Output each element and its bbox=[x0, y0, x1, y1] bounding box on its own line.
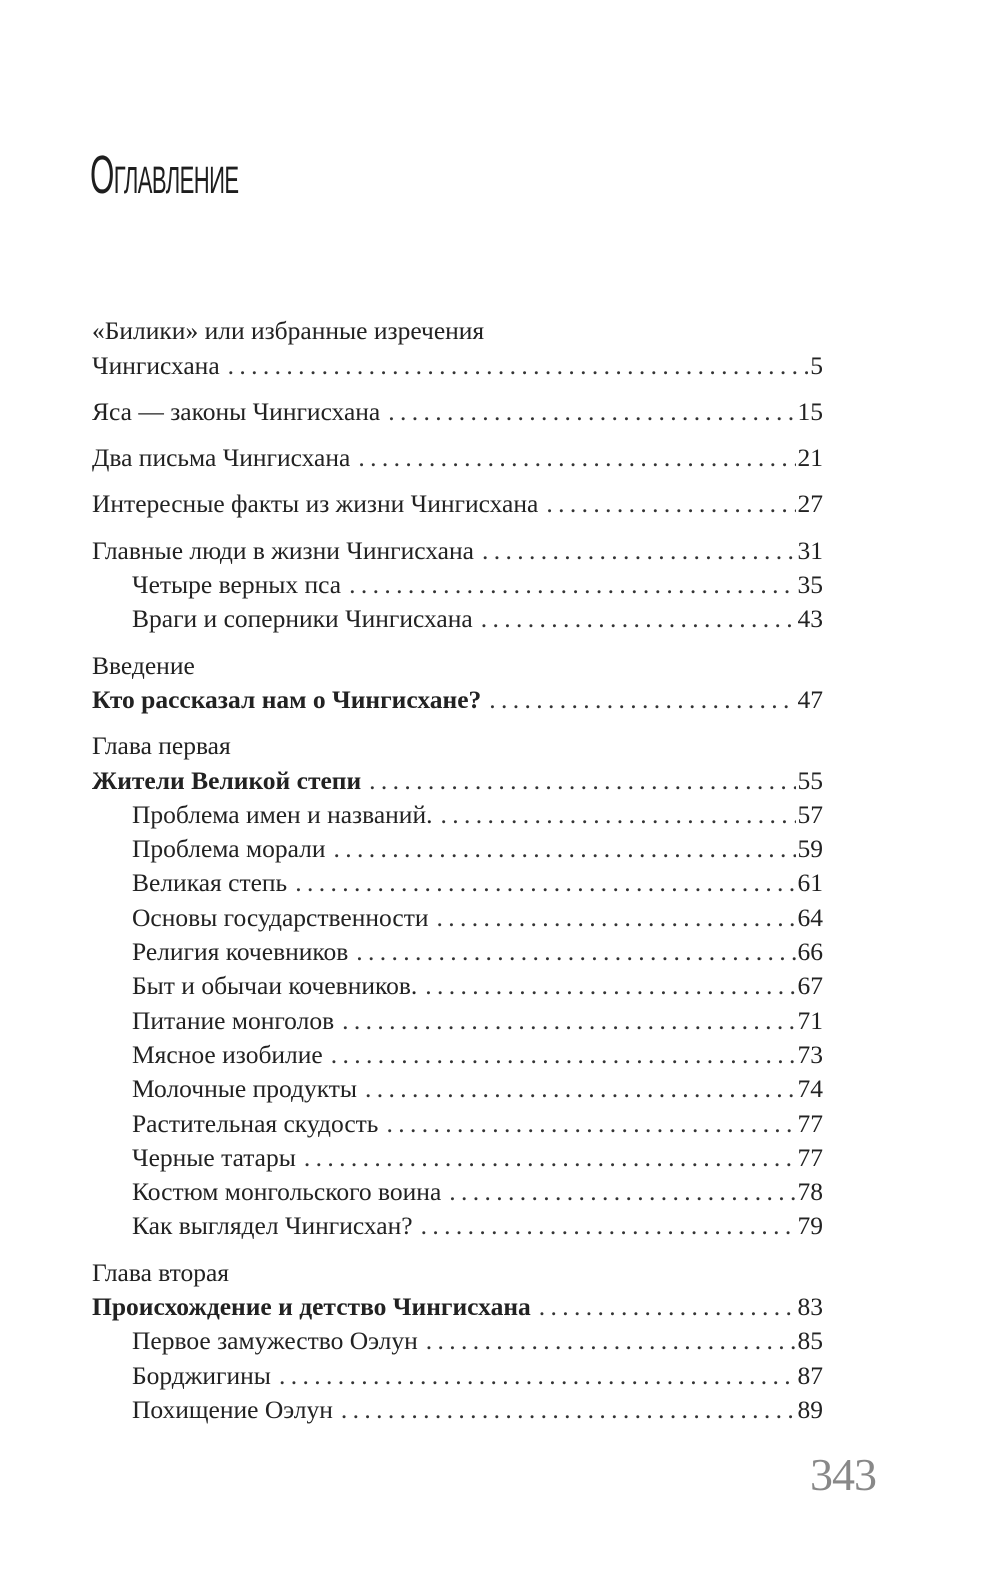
entry-page-number: 87 bbox=[797, 1360, 823, 1390]
toc-subentry[interactable] bbox=[92, 1106, 823, 1140]
dot-leader bbox=[437, 901, 796, 935]
entry-page-number: 67 bbox=[797, 971, 823, 1001]
dot-leader bbox=[539, 1290, 796, 1324]
entry-page-number: 66 bbox=[797, 937, 823, 967]
entry-title: Мясное изобилие bbox=[132, 1039, 323, 1069]
entry-page-number: 61 bbox=[797, 868, 823, 898]
chapter-title-entry[interactable] bbox=[92, 683, 823, 717]
entry-page-number: 21 bbox=[797, 443, 823, 473]
entry-page-number: 77 bbox=[797, 1108, 823, 1138]
entry-page-number: 27 bbox=[797, 489, 823, 519]
toc-group bbox=[92, 395, 823, 429]
entry-title: Главные люди в жизни Чингисхана bbox=[92, 535, 474, 565]
entry-title: Черные татары bbox=[132, 1142, 296, 1172]
toc-group bbox=[92, 729, 823, 1243]
dot-leader bbox=[546, 487, 795, 521]
toc-subentry[interactable] bbox=[92, 568, 823, 602]
entry-title: Проблема имен и названий. bbox=[132, 799, 433, 829]
entry-page-number: 83 bbox=[797, 1292, 823, 1322]
entry-title: Основы государственности bbox=[132, 902, 429, 932]
entry-title: Кто рассказал нам о Чингисхане? bbox=[92, 684, 482, 714]
entry-title: Два письма Чингисхана bbox=[92, 443, 351, 473]
entry-title: Как выглядел Чингисхан? bbox=[132, 1211, 413, 1241]
entry-page-number: 74 bbox=[797, 1074, 823, 1104]
dot-leader bbox=[386, 1107, 795, 1141]
chapter-label: Глава первая bbox=[92, 731, 231, 761]
chapter-title-entry[interactable] bbox=[92, 1290, 823, 1324]
entry-page-number: 77 bbox=[797, 1142, 823, 1172]
dot-leader bbox=[356, 935, 795, 969]
toc-group bbox=[92, 1255, 823, 1426]
dot-leader bbox=[331, 1038, 796, 1072]
entry-title: Великая степь bbox=[132, 868, 288, 898]
dot-leader bbox=[279, 1359, 796, 1393]
entry-title: Растительная скудость bbox=[132, 1108, 379, 1138]
entry-title: Враги и соперники Чингисхана bbox=[132, 604, 473, 634]
page-number: 343 bbox=[810, 1449, 876, 1500]
dot-leader bbox=[489, 683, 795, 717]
toc-entry[interactable] bbox=[92, 487, 823, 521]
entry-title: Проблема морали bbox=[132, 834, 326, 864]
table-of-contents bbox=[92, 314, 823, 1439]
entry-title: Борджигины bbox=[132, 1360, 271, 1390]
toc-subentry[interactable] bbox=[92, 1358, 823, 1392]
entry-page-number: 35 bbox=[797, 570, 823, 600]
entry-title: Чингисхана bbox=[92, 350, 220, 380]
toc-subentry[interactable] bbox=[92, 1038, 823, 1072]
entry-page-number: 78 bbox=[797, 1177, 823, 1207]
toc-subentry[interactable] bbox=[92, 602, 823, 636]
dot-leader bbox=[365, 1072, 795, 1106]
toc-subentry[interactable] bbox=[92, 866, 823, 900]
toc-entry[interactable] bbox=[92, 441, 823, 475]
entry-page-number: 43 bbox=[797, 604, 823, 634]
toc-entry[interactable] bbox=[92, 395, 823, 429]
dot-leader bbox=[481, 602, 796, 636]
entry-page-number: 79 bbox=[797, 1211, 823, 1241]
entry-title: Быт и обычаи кочевников. bbox=[132, 971, 418, 1001]
entry-page-number: 5 bbox=[810, 350, 823, 380]
dot-leader bbox=[228, 349, 809, 383]
toc-group bbox=[92, 314, 823, 383]
dot-leader bbox=[295, 866, 795, 900]
dot-leader bbox=[482, 534, 796, 568]
dot-leader bbox=[369, 764, 795, 798]
entry-title: «Билики» или избранные изречения bbox=[92, 316, 485, 346]
entry-title: Питание монголов bbox=[132, 1005, 335, 1035]
entry-title: Жители Великой степи bbox=[92, 765, 362, 795]
entry-title: Четыре верных пса bbox=[132, 570, 342, 600]
entry-page-number: 55 bbox=[797, 765, 823, 795]
entry-title: Религия кочевников bbox=[132, 937, 349, 967]
toc-entry[interactable] bbox=[92, 348, 823, 382]
toc-group bbox=[92, 487, 823, 521]
dot-leader bbox=[426, 1324, 796, 1358]
toc-subentry[interactable] bbox=[92, 1003, 823, 1037]
chapter-label: Введение bbox=[92, 650, 195, 680]
toc-subentry[interactable] bbox=[92, 1072, 823, 1106]
dot-leader bbox=[388, 395, 795, 429]
entry-title: Яса — законы Чингисхана bbox=[92, 396, 381, 426]
entry-page-number: 31 bbox=[797, 535, 823, 565]
dot-leader bbox=[341, 1393, 796, 1427]
toc-subentry[interactable] bbox=[92, 935, 823, 969]
toc-subentry[interactable] bbox=[92, 1141, 823, 1175]
chapter-title-entry[interactable] bbox=[92, 763, 823, 797]
entry-title: Первое замужество Оэлун bbox=[132, 1326, 418, 1356]
entry-page-number: 71 bbox=[797, 1005, 823, 1035]
dot-leader bbox=[342, 1004, 795, 1038]
dot-leader bbox=[358, 441, 795, 475]
entry-page-number: 47 bbox=[797, 684, 823, 714]
toc-subentry[interactable] bbox=[92, 798, 823, 832]
dot-leader bbox=[304, 1141, 796, 1175]
toc-subentry[interactable] bbox=[92, 900, 823, 934]
toc-group bbox=[92, 648, 823, 717]
chapter-label: Глава вторая bbox=[92, 1257, 230, 1287]
page-title: Оглавление bbox=[90, 145, 239, 205]
dot-leader bbox=[440, 798, 795, 832]
entry-page-number: 73 bbox=[797, 1039, 823, 1069]
toc-subentry[interactable] bbox=[92, 1209, 823, 1243]
entry-page-number: 64 bbox=[797, 902, 823, 932]
dot-leader bbox=[449, 1175, 795, 1209]
dot-leader bbox=[334, 832, 796, 866]
entry-title: Похищение Оэлун bbox=[132, 1394, 333, 1424]
toc-subentry[interactable] bbox=[92, 832, 823, 866]
toc-subentry[interactable] bbox=[92, 1393, 823, 1427]
toc-entry[interactable] bbox=[92, 533, 823, 567]
entry-page-number: 57 bbox=[797, 799, 823, 829]
toc-group bbox=[92, 533, 823, 636]
toc-subentry[interactable] bbox=[92, 1324, 823, 1358]
toc-subentry[interactable] bbox=[92, 969, 823, 1003]
entry-title: Интересные факты из жизни Чингисхана bbox=[92, 489, 539, 519]
entry-title: Происхождение и детство Чингисхана bbox=[92, 1292, 531, 1322]
toc-entry[interactable] bbox=[92, 314, 823, 348]
toc-subentry[interactable] bbox=[92, 1175, 823, 1209]
entry-page-number: 15 bbox=[797, 396, 823, 426]
entry-page-number: 59 bbox=[797, 834, 823, 864]
dot-leader bbox=[349, 568, 795, 602]
entry-title: Молочные продукты bbox=[132, 1074, 358, 1104]
dot-leader bbox=[425, 969, 795, 1003]
entry-page-number: 89 bbox=[797, 1394, 823, 1424]
toc-group bbox=[92, 441, 823, 475]
entry-title: Костюм монгольского воина bbox=[132, 1177, 442, 1207]
dot-leader bbox=[421, 1209, 796, 1243]
entry-page-number: 85 bbox=[797, 1326, 823, 1356]
